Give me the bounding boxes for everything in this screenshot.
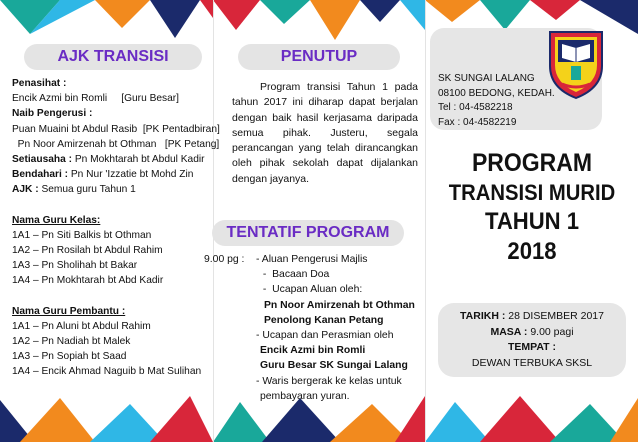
- penutup-paragraph: Program transisi Tahun 1 pada tahun 2017 ini diharap dapat berjalan dengan baik hasil kerjasama daripada semua pihak. Justeru, segala perancangan yang telah dirancangkan oleh pihak sekolah dapat dijalankan dengan jayanya.: [232, 81, 418, 185]
- setiausaha-row: [12, 152, 217, 167]
- naib-line-2: Pn Noor Amirzenah bt Othman [PK Petang]: [12, 138, 220, 150]
- tentatif-heading: TENTATIF PROGRAM: [212, 220, 404, 246]
- tentatif-schedule: [204, 252, 424, 404]
- masa-row: [438, 325, 626, 341]
- tentatif-item: - Ucapan dan Perasmian oleh: [256, 330, 394, 342]
- school-name: SK SUNGAI LALANG: [438, 73, 535, 84]
- tentatif-item: - Ucapan Aluan oleh:: [260, 284, 363, 296]
- tentatif-items: [256, 252, 424, 404]
- tentatif-item: pembayaran yuran.: [260, 390, 350, 402]
- tentatif-time: 9.00 pg :: [204, 254, 245, 265]
- guru-pembantu-item: 1A1 – Pn Aluni bt Abdul Rahim: [12, 320, 151, 332]
- naib-label: Naib Pengerusi :: [12, 108, 93, 120]
- guru-kelas-label: Nama Guru Kelas:: [12, 214, 101, 226]
- tentatif-item: - Aluan Pengerusi Majlis: [256, 254, 368, 265]
- school-postcode: 08100 BEDONG, KEDAH.: [438, 87, 555, 99]
- title-line-4: 2018: [507, 238, 557, 265]
- ajk-value: Semua guru Tahun 1: [38, 184, 136, 196]
- penutup-heading: PENUTUP: [238, 44, 400, 70]
- ajk-transisi-heading: AJK TRANSISI: [24, 44, 202, 70]
- tentatif-item: - Bacaan Doa: [260, 269, 330, 281]
- school-tel: Tel : 04-4582218: [438, 102, 513, 114]
- tentatif-item: Encik Azmi bin Romli: [260, 345, 366, 357]
- guru-kelas-item: 1A1 – Pn Siti Balkis bt Othman: [12, 229, 152, 241]
- tentatif-item: Penolong Kanan Petang: [264, 314, 384, 326]
- title-line-1: PROGRAM: [471, 149, 593, 177]
- guru-pembantu-item: 1A4 – Encik Ahmad Naguib b Mat Sulihan: [12, 366, 202, 378]
- panel-divider-2: [425, 0, 426, 442]
- bendahari-value: Pn Nur 'Izzatie bt Mohd Zin: [68, 169, 194, 181]
- ajk-list: [12, 76, 220, 380]
- masa-label: MASA :: [490, 325, 528, 338]
- guru-kelas-item: 1A2 – Pn Rosilah bt Abdul Rahim: [12, 245, 163, 257]
- penasihat-line: Encik Azmi bin Romli [Guru Besar]: [12, 93, 180, 105]
- guru-pembantu-item: 1A3 – Pn Sopiah bt Saad: [12, 351, 127, 363]
- guru-kelas-item: 1A4 – Pn Mokhtarah bt Abd Kadir: [12, 275, 164, 287]
- tentatif-item: Pn Noor Amirzenah bt Othman: [264, 299, 415, 311]
- title-line-3: TAHUN 1: [484, 208, 580, 235]
- tentatif-item: - Waris bergerak ke kelas untuk: [256, 375, 402, 387]
- program-title: [432, 148, 632, 267]
- tarikh-row: [438, 309, 626, 325]
- school-fax: Fax : 04-4582219: [438, 116, 517, 128]
- ajk-row: [12, 182, 217, 197]
- school-crest-icon: [544, 28, 608, 100]
- naib-line-1: Puan Muaini bt Abdul Rasib [PK Pentadbiran]: [12, 123, 220, 135]
- bendahari-label: Bendahari :: [12, 169, 69, 181]
- tarikh-label: TARIKH :: [460, 310, 506, 322]
- setiausaha-label: Setiausaha :: [12, 154, 73, 166]
- tentatif-item: Guru Besar SK Sungai Lalang: [260, 360, 408, 372]
- title-line-2: TRANSISI MURID: [448, 180, 616, 205]
- bendahari-row: [12, 167, 217, 182]
- guru-pembantu-item: 1A2 – Pn Nadiah bt Malek: [12, 336, 131, 348]
- ajk-label: AJK :: [12, 184, 39, 196]
- event-info-box: [438, 303, 626, 377]
- penasihat-label: Penasihat :: [12, 78, 67, 89]
- guru-pembantu-label: Nama Guru Pembantu :: [12, 305, 126, 317]
- tarikh-value: 28 DISEMBER 2017: [505, 310, 604, 322]
- guru-kelas-item: 1A3 – Pn Sholihah bt Bakar: [12, 260, 138, 272]
- school-address: [438, 72, 555, 130]
- tempat-label: TEMPAT :: [507, 341, 557, 353]
- setiausaha-value: Pn Mokhtarah bt Abdul Kadir: [72, 154, 205, 166]
- masa-value: 9.00 pagi: [527, 325, 574, 338]
- tempat-value: DEWAN TERBUKA SKSL: [471, 356, 593, 369]
